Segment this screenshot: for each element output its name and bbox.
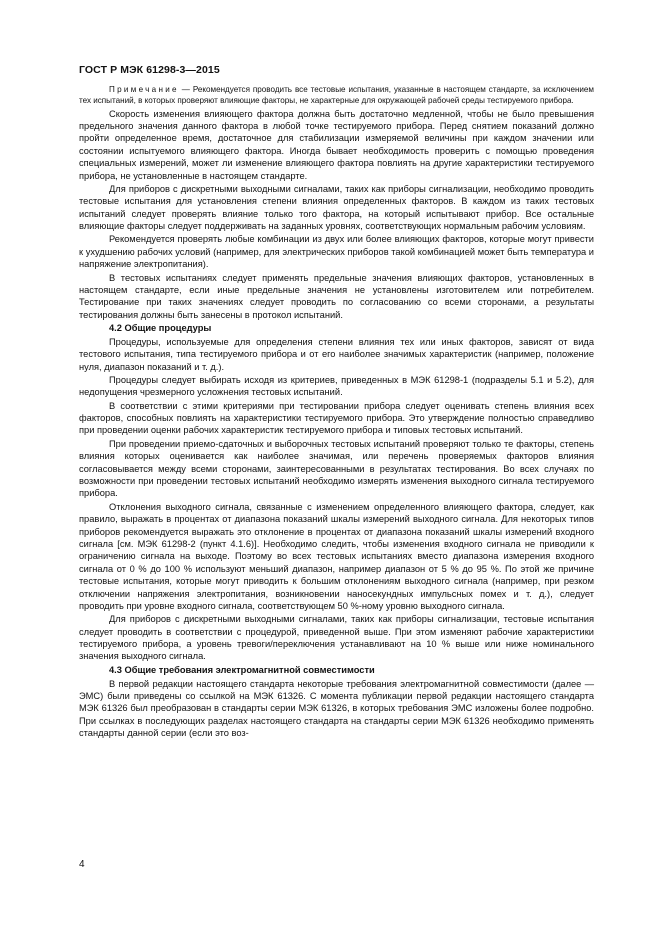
paragraph: В тестовых испытаниях следует применять предельные значения влияющих факторов, установленных в настоящем стандарте, если иные предельные значения не установлены изготовителем или потребителем. Тестирование при таких значениях следует проводить по согласованию со всеми сторонами, а результаты тестирования должны быть занесены в протокол испытаний. [79, 272, 594, 320]
paragraph: В первой редакции настоящего стандарта некоторые требования электромагнитной совместимости (далее — ЭМС) были приведены со ссылкой на МЭК 61326. С момента публикации первой редакции настоящего стандарта МЭК 61326 был преобразован в стандарты серии МЭК 61326, в которых требования ЭМС изложены более подробно. При ссылках в последующих разделах настоящего стандарта на стандарты серии МЭК 61326 необходимо применять стандарты данной серии (если это воз- [79, 678, 594, 739]
note [79, 84, 594, 106]
note-label: Примечание [109, 85, 179, 94]
document-header: ГОСТ Р МЭК 61298-3—2015 [79, 64, 220, 76]
page-number: 4 [79, 859, 85, 870]
document-body [79, 84, 594, 740]
paragraph: Отклонения выходного сигнала, связанные с изменением определенного влияющего фактора, следует, как правило, выражать в процентах от диапазона показаний шкалы измерений выходного сигнала. Для некоторых типов приборов рекомендуется выражать это отклонение в процентах от диапазона показаний шкалы измерений входного сигнала [см. МЭК 61298-2 (пункт 4.1.6)]. Необходимо следить, чтобы изменения входного сигнала не приводили к ограничению сигнала на выходе. Поэтому во всех тестовых испытаниях вместо диапазона измерения входного сигнала от 0 % до 100 % используют меньший диапазон, например диапазон от 5 % до 95 %. По этой же причине тестовые испытания, которые могут приводить к большим отклонениям выходного сигнала (например, при резком отключении напряжения электропитания, возникновении наносекундных импульсных помех и т. д.), следует проводить при уровне входного сигнала, соответствующем 50 %-ному уровню выходного сигнала. [79, 501, 594, 611]
paragraph: При проведении приемо-сдаточных и выборочных тестовых испытаний проверяют только те факторы, степень влияния которых оценивается как наиболее значимая, или перечень проверяемых факторов влияния согласовывается между всеми сторонами, заинтересованными в результатах тестирования. Во всех случаях по возможности при проведении тестовых испытаний необходимо измерять изменения выходного сигнала тестируемого прибора. [79, 438, 594, 499]
paragraph: Скорость изменения влияющего фактора должна быть достаточно медленной, чтобы не было превышения предельного значения данного фактора в любой точке тестируемого прибора. Перед снятием показаний должно пройти определенное время, достаточное для стабилизации измеряемой величины при каждом значении или состоянии испытуемого влияющего фактора. Иногда бывает необходимость проверить с помощью проведения специальных измерений, может ли изменение влияющего фактора повлиять на другие характеристики тестируемого прибора, не установленные в настоящем стандарте. [79, 108, 594, 181]
note-text: — Рекомендуется проводить все тестовые испытания, указанные в настоящем стандарте, за исключением тех испытаний, в которых проверяют влияющие факторы, не характерные для окружающей рабочей среды тестируемого прибора. [79, 85, 594, 106]
section-heading-4-3: 4.3 Общие требования электромагнитной совместимости [109, 664, 375, 675]
paragraph: Для приборов с дискретными выходными сигналами, таких как приборы сигнализации, тестовые испытания следует проводить в соответствии с процедурой, приведенной выше. При этом изменяют рабочие характеристики тестируемого прибора, а уровень тревоги/переключения устанавливают на 10 % выше или ниже номинального значения выходного сигнала. [79, 614, 594, 662]
section-heading-4-2: 4.2 Общие процедуры [109, 323, 212, 334]
paragraph: Процедуры следует выбирать исходя из критериев, приведенных в МЭК 61298-1 (подразделы 5.1 и 5.2), для недопущения чрезмерного усложнения тестовых испытаний. [79, 374, 594, 398]
paragraph: В соответствии с этими критериями при тестировании прибора следует оценивать степень влияния всех факторов, способных повлиять на характеристики тестируемого прибора. Это утверждение полностью справедливо при проведении оценки рабочих характеристик тестируемого прибора и типовых тестовых испытаний. [79, 400, 594, 436]
paragraph: Процедуры, используемые для определения степени влияния тех или иных факторов, зависят от вида тестового испытания, типа тестируемого прибора и от его наиболее значимых характеристик (например, положение нуля, диапазон показаний и т. д.). [79, 336, 594, 372]
paragraph: Рекомендуется проверять любые комбинации из двух или более влияющих факторов, которые могут привести к ухудшению рабочих условий (например, для электрических приборов такой комбинацией может быть температура и напряжение электропитания). [79, 234, 594, 270]
paragraph: Для приборов с дискретными выходными сигналами, таких как приборы сигнализации, необходимо проводить тестовые испытания для установления степени влияния определенных факторов. В каждом из таких тестовых испытаний следует проверять влияние только того фактора, на который испытывают прибор. Все остальные влияющие факторы следует поддерживать на заданных уровнях, соответствующих нормальным рабочим условиям. [79, 183, 594, 232]
